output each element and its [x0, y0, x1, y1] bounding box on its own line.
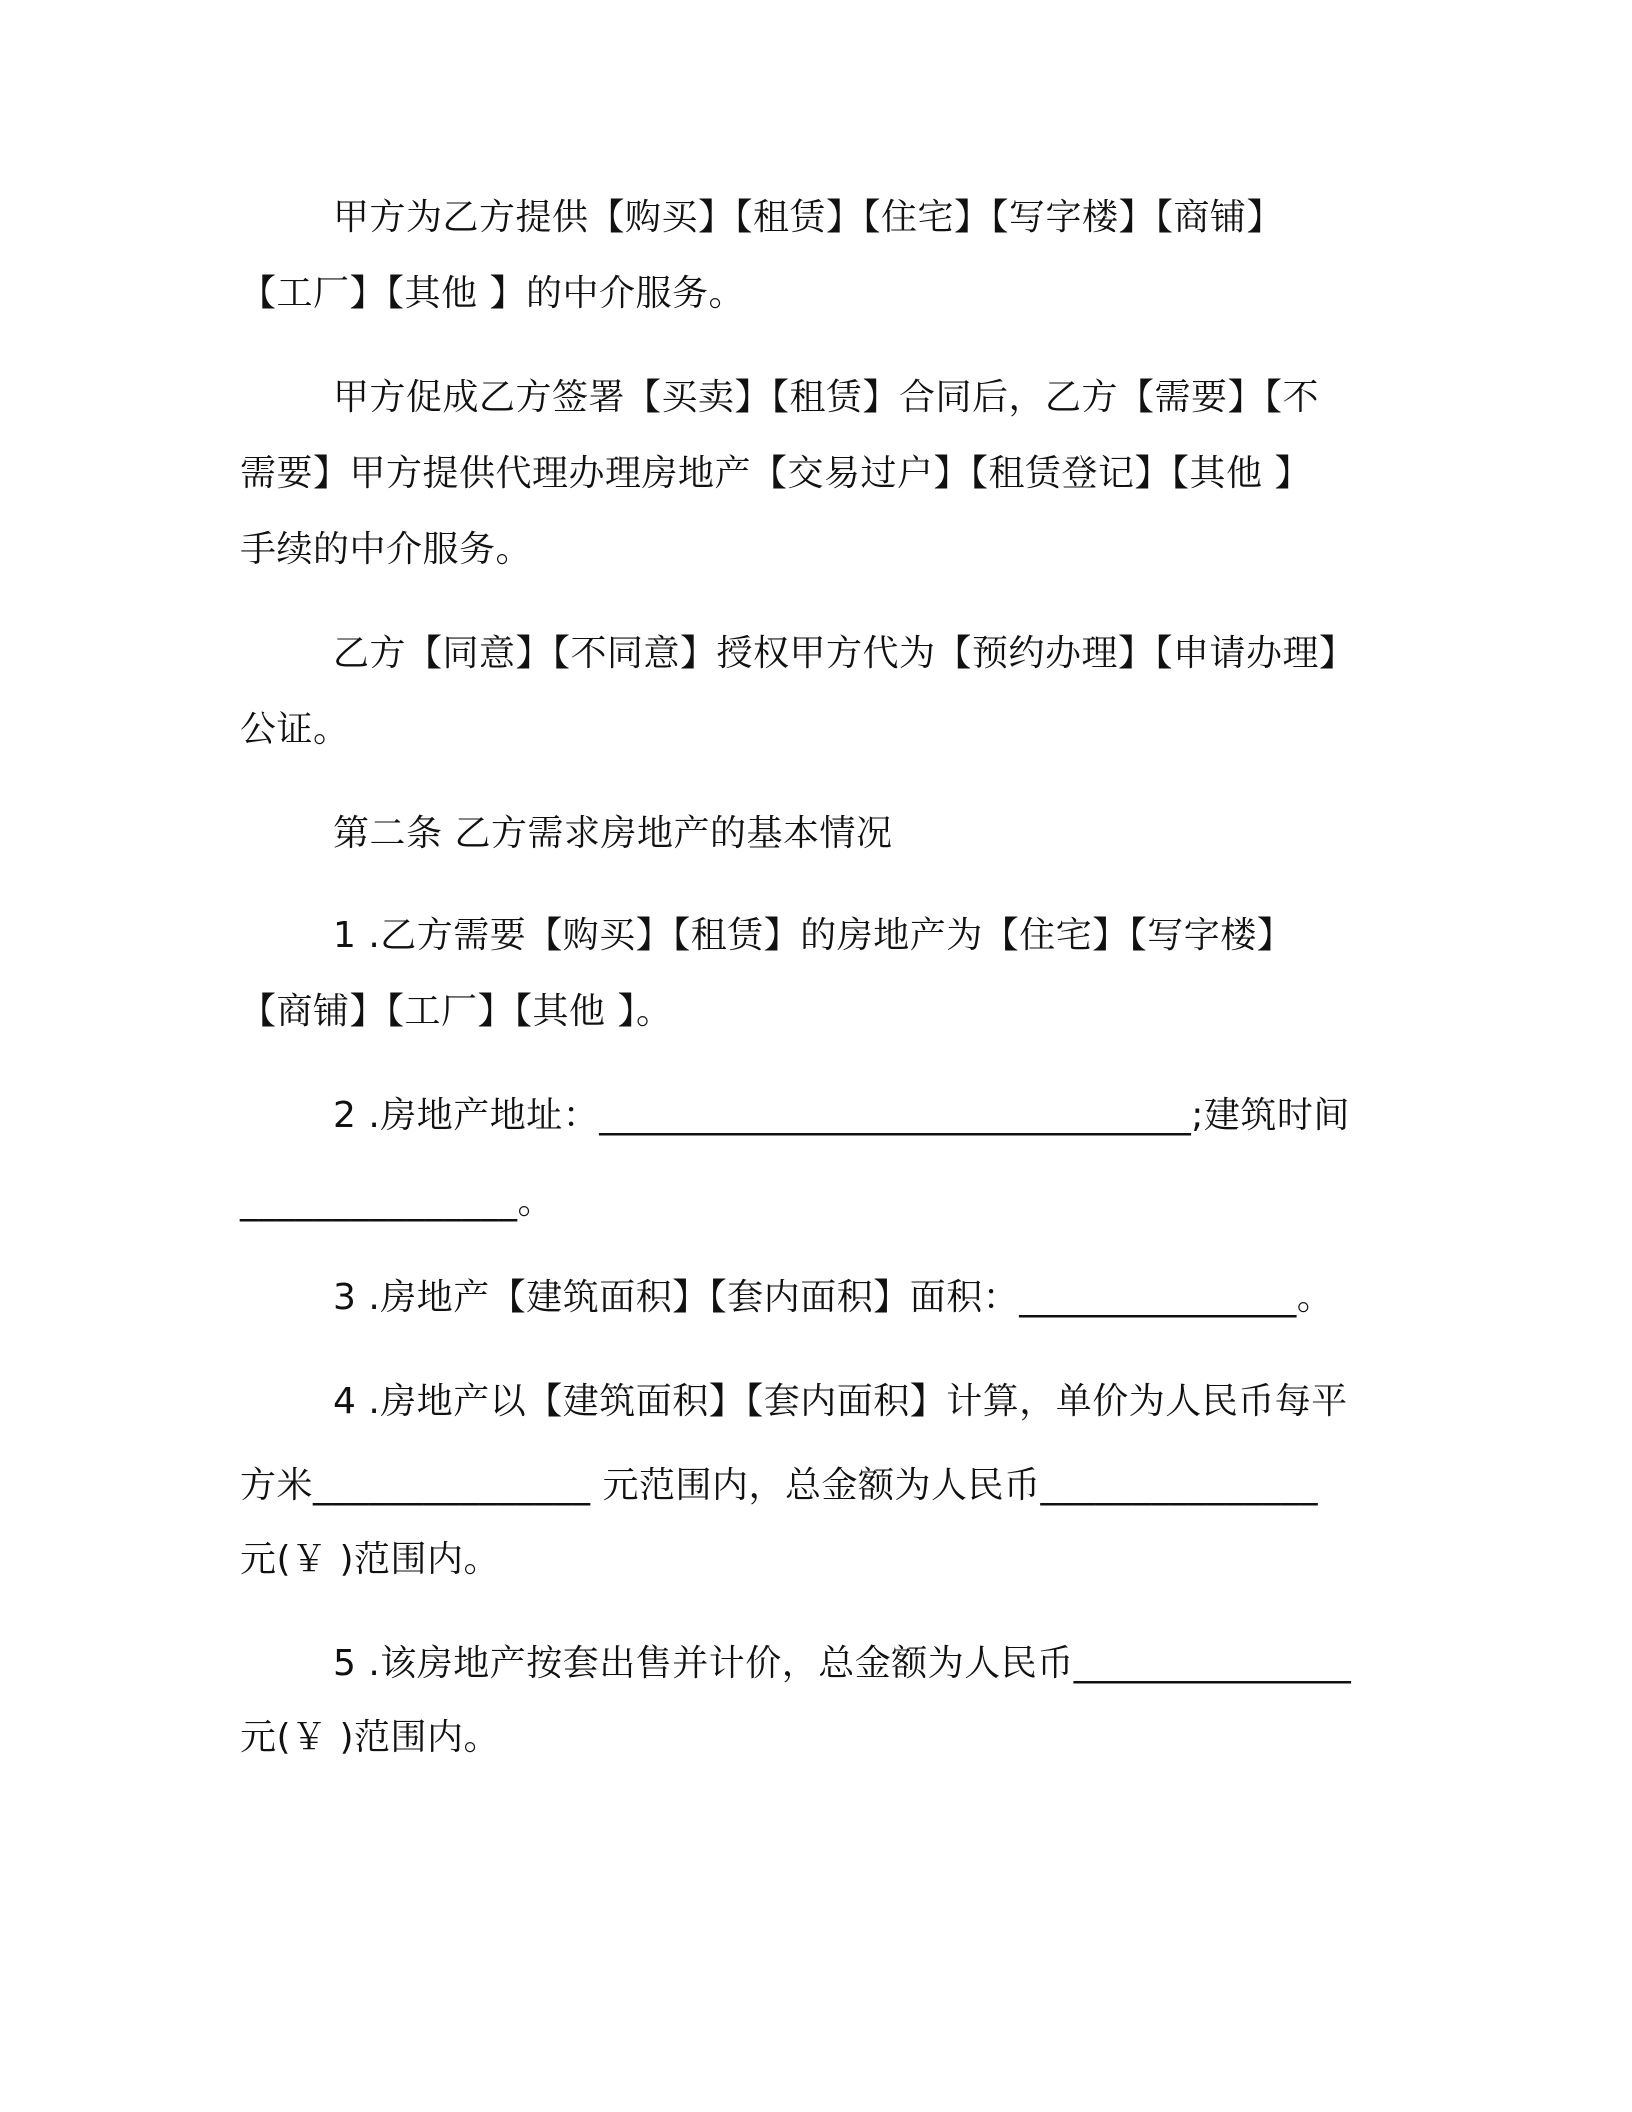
clause-line: 需要】甲方提供代理办理房地产【交易过户】【租赁登记】【其他 】 — [240, 453, 1311, 494]
clause-line: 3 .房地产【建筑面积】【套内面积】面积：_______________。 — [333, 1277, 1334, 1318]
clause-line: _______________。 — [240, 1181, 554, 1222]
clause-line: 【工厂】【其他 】的中介服务。 — [240, 273, 745, 314]
clause-line: 甲方为乙方提供【购买】【租赁】【住宅】【写字楼】【商铺】 — [333, 197, 1284, 238]
clause-line: 元(￥ )范围内。 — [240, 1717, 501, 1758]
clause-line: 【商铺】【工厂】【其他 】。 — [240, 991, 673, 1032]
section-heading: 第二条 乙方需求房地产的基本情况 — [333, 813, 893, 854]
clause-line: 甲方促成乙方签署【买卖】【租赁】合同后，乙方【需要】【不 — [333, 377, 1320, 418]
clause-line: 5 .该房地产按套出售并计价，总金额为人民币_______________ — [333, 1643, 1352, 1684]
clause-line: 方米_______________ 元范围内，总金额为人民币_______________ — [240, 1465, 1318, 1506]
clause-line: 2 .房地产地址：________________________________;建筑时间 — [333, 1095, 1350, 1136]
clause-line: 乙方【同意】【不同意】授权甲方代为【预约办理】【申请办理】 — [333, 633, 1356, 674]
clause-line: 公证。 — [240, 709, 350, 750]
clause-line: 4 .房地产以【建筑面积】【套内面积】计算，单价为人民币每平 — [333, 1381, 1348, 1422]
clause-line: 元(￥ )范围内。 — [240, 1539, 501, 1580]
clause-line: 手续的中介服务。 — [240, 529, 533, 570]
clause-line: 1 .乙方需要【购买】【租赁】的房地产为【住宅】【写字楼】 — [333, 915, 1294, 956]
